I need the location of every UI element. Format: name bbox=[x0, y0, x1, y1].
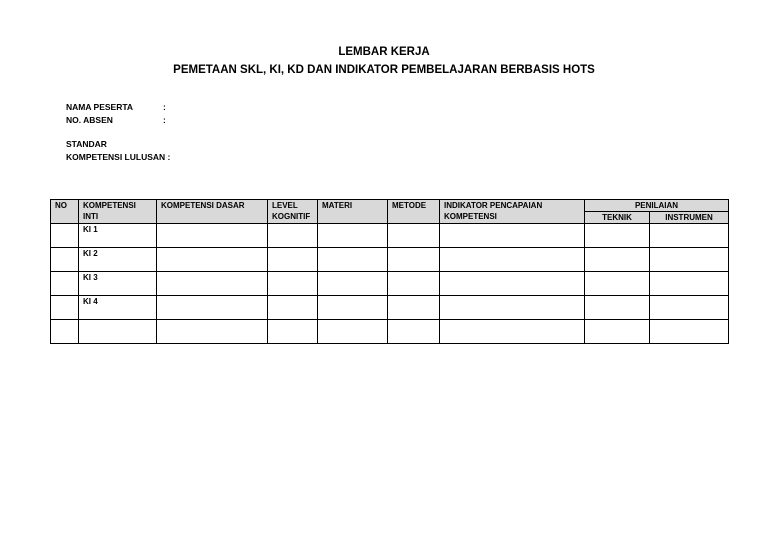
document-title: LEMBAR KERJA bbox=[338, 46, 430, 58]
header-row bbox=[51, 200, 729, 212]
cell-teknik bbox=[585, 296, 650, 320]
no-absen-colon: : bbox=[163, 115, 166, 125]
header-kompetensi-inti bbox=[79, 200, 157, 224]
cell-level bbox=[268, 248, 318, 272]
header-kompetensi-inti-line1: KOMPETENSI bbox=[83, 201, 136, 210]
cell-instrumen bbox=[650, 320, 729, 344]
cell-kd bbox=[157, 272, 268, 296]
header-level-kognitif bbox=[268, 200, 318, 224]
cell-indikator bbox=[440, 272, 585, 296]
cell-indikator bbox=[440, 224, 585, 248]
standar-label: STANDAR bbox=[66, 139, 107, 149]
cell-materi bbox=[318, 296, 388, 320]
header-kompetensi-inti-line2: INTI bbox=[83, 212, 99, 221]
cell-ki bbox=[79, 320, 157, 344]
cell-no bbox=[51, 224, 79, 248]
cell-ki: KI 3 bbox=[79, 272, 157, 296]
table-row bbox=[51, 248, 729, 272]
cell-no bbox=[51, 248, 79, 272]
cell-ki: KI 4 bbox=[79, 296, 157, 320]
cell-teknik bbox=[585, 320, 650, 344]
cell-metode bbox=[388, 248, 440, 272]
cell-kd bbox=[157, 224, 268, 248]
kompetensi-lulusan-label: KOMPETENSI LULUSAN : bbox=[66, 152, 171, 162]
cell-teknik bbox=[585, 272, 650, 296]
cell-metode bbox=[388, 296, 440, 320]
cell-level bbox=[268, 224, 318, 248]
cell-materi bbox=[318, 248, 388, 272]
header-indikator-line1: INDIKATOR PENCAPAIAN bbox=[444, 201, 543, 210]
header-materi: MATERI bbox=[318, 200, 388, 224]
cell-level bbox=[268, 320, 318, 344]
cell-indikator bbox=[440, 320, 585, 344]
header-kompetensi-dasar: KOMPETENSI DASAR bbox=[157, 200, 268, 224]
no-absen-label: NO. ABSEN bbox=[66, 115, 113, 125]
table-row bbox=[51, 320, 729, 344]
cell-instrumen bbox=[650, 224, 729, 248]
cell-ki: KI 2 bbox=[79, 248, 157, 272]
cell-teknik bbox=[585, 224, 650, 248]
cell-indikator bbox=[440, 248, 585, 272]
header-indikator-line2: KOMPETENSI bbox=[444, 212, 497, 221]
cell-level bbox=[268, 296, 318, 320]
cell-no bbox=[51, 320, 79, 344]
mapping-table bbox=[50, 199, 729, 344]
cell-metode bbox=[388, 272, 440, 296]
cell-instrumen bbox=[650, 248, 729, 272]
cell-metode bbox=[388, 224, 440, 248]
cell-materi bbox=[318, 320, 388, 344]
cell-kd bbox=[157, 296, 268, 320]
cell-teknik bbox=[585, 248, 650, 272]
cell-metode bbox=[388, 320, 440, 344]
cell-kd bbox=[157, 320, 268, 344]
nama-peserta-label: NAMA PESERTA bbox=[66, 102, 134, 112]
header-indikator bbox=[440, 200, 585, 224]
table-row bbox=[51, 296, 729, 320]
document-subtitle: PEMETAAN SKL, KI, KD DAN INDIKATOR PEMBELAJARAN BERBASIS HOTS bbox=[173, 64, 595, 76]
cell-instrumen bbox=[650, 272, 729, 296]
table-row bbox=[51, 272, 729, 296]
header-level-line1: LEVEL bbox=[272, 201, 298, 210]
cell-ki: KI 1 bbox=[79, 224, 157, 248]
header-penilaian: PENILAIAN bbox=[585, 200, 729, 212]
cell-materi bbox=[318, 224, 388, 248]
cell-no bbox=[51, 296, 79, 320]
cell-indikator bbox=[440, 296, 585, 320]
header-teknik: TEKNIK bbox=[585, 212, 650, 224]
header-level-line2: KOGNITIF bbox=[272, 212, 311, 221]
header-metode: METODE bbox=[388, 200, 440, 224]
header-no: NO bbox=[51, 200, 79, 224]
cell-kd bbox=[157, 248, 268, 272]
header-instrumen: INSTRUMEN bbox=[650, 212, 729, 224]
cell-materi bbox=[318, 272, 388, 296]
table-row bbox=[51, 224, 729, 248]
cell-level bbox=[268, 272, 318, 296]
cell-instrumen bbox=[650, 296, 729, 320]
nama-peserta-colon: : bbox=[163, 102, 166, 112]
cell-no bbox=[51, 272, 79, 296]
